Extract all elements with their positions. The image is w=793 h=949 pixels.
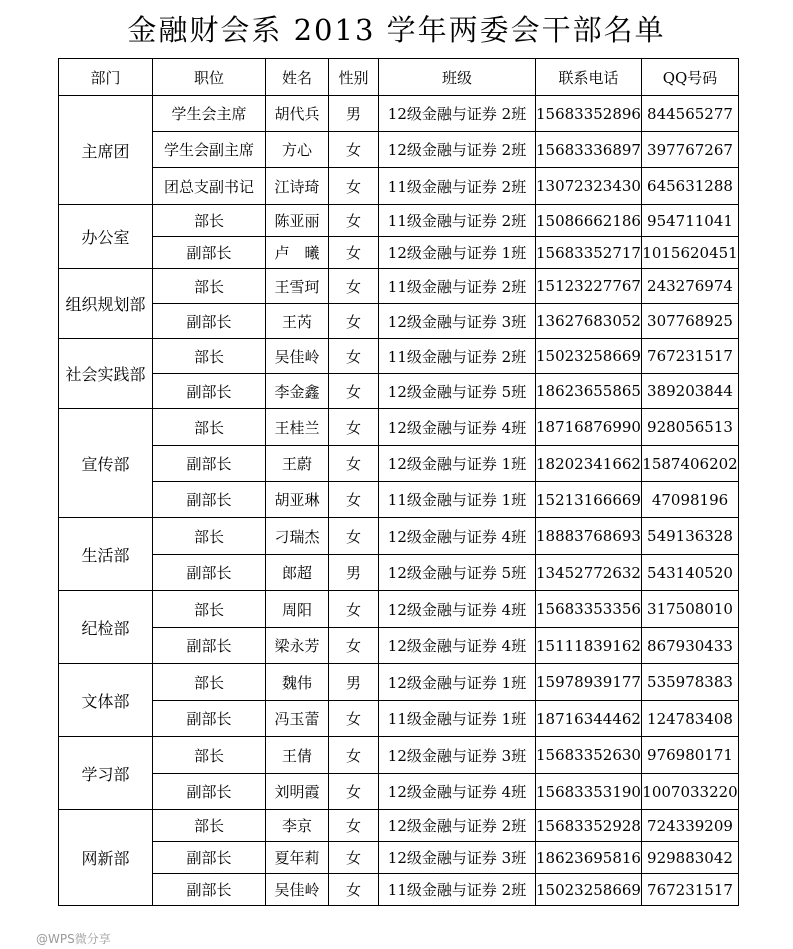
class-cell: 11级金融与证券 2班 [379, 205, 536, 237]
name-cell: 李金鑫 [266, 374, 329, 409]
phone-cell: 18623695816 [536, 842, 642, 874]
phone-cell: 15683352717 [536, 237, 642, 269]
qq-cell: 1587406202 [642, 446, 739, 482]
phone-cell: 15683353356 [536, 591, 642, 628]
name-cell: 郎超 [266, 555, 329, 591]
name-cell: 周阳 [266, 591, 329, 628]
class-cell: 12级金融与证券 3班 [379, 737, 536, 774]
phone-cell: 13072323430 [536, 168, 642, 205]
table-row [59, 96, 739, 132]
gender-cell: 女 [329, 591, 379, 628]
name-cell: 王蔚 [266, 446, 329, 482]
position-cell: 部长 [153, 591, 266, 628]
table-row [59, 205, 739, 237]
phone-cell: 15683353190 [536, 774, 642, 810]
phone-cell: 13627683052 [536, 304, 642, 339]
position-cell: 副部长 [153, 874, 266, 906]
name-cell: 江诗琦 [266, 168, 329, 205]
qq-cell: 645631288 [642, 168, 739, 205]
column-header: 联系电话 [536, 59, 642, 96]
position-cell: 部长 [153, 205, 266, 237]
column-header: 姓名 [266, 59, 329, 96]
phone-cell: 15213166669 [536, 482, 642, 518]
column-header: QQ号码 [642, 59, 739, 96]
phone-cell: 18623655865 [536, 374, 642, 409]
table-row [59, 446, 739, 482]
qq-cell: 767231517 [642, 874, 739, 906]
qq-cell: 724339209 [642, 810, 739, 842]
phone-cell: 15978939177 [536, 664, 642, 701]
table-row [59, 269, 739, 304]
name-cell: 方心 [266, 132, 329, 168]
class-cell: 11级金融与证券 1班 [379, 482, 536, 518]
position-cell: 部长 [153, 269, 266, 304]
name-cell: 王桂兰 [266, 409, 329, 446]
qq-cell: 307768925 [642, 304, 739, 339]
class-cell: 12级金融与证券 4班 [379, 774, 536, 810]
phone-cell: 15023258669 [536, 874, 642, 906]
class-cell: 12级金融与证券 2班 [379, 96, 536, 132]
class-cell: 12级金融与证券 4班 [379, 518, 536, 555]
name-cell: 吴佳岭 [266, 339, 329, 374]
qq-cell: 317508010 [642, 591, 739, 628]
position-cell: 副部长 [153, 774, 266, 810]
qq-cell: 929883042 [642, 842, 739, 874]
phone-cell: 15023258669 [536, 339, 642, 374]
class-cell: 12级金融与证券 1班 [379, 664, 536, 701]
gender-cell: 女 [329, 446, 379, 482]
position-cell: 部长 [153, 737, 266, 774]
gender-cell: 男 [329, 664, 379, 701]
phone-cell: 18202341662 [536, 446, 642, 482]
qq-cell: 976980171 [642, 737, 739, 774]
name-cell: 陈亚丽 [266, 205, 329, 237]
position-cell: 副部长 [153, 628, 266, 664]
table-row [59, 701, 739, 737]
table-row [59, 774, 739, 810]
table-row [59, 737, 739, 774]
class-cell: 11级金融与证券 2班 [379, 269, 536, 304]
qq-cell: 543140520 [642, 555, 739, 591]
gender-cell: 女 [329, 132, 379, 168]
class-cell: 12级金融与证券 5班 [379, 555, 536, 591]
gender-cell: 女 [329, 774, 379, 810]
name-cell: 梁永芳 [266, 628, 329, 664]
gender-cell: 女 [329, 810, 379, 842]
qq-cell: 397767267 [642, 132, 739, 168]
table-row [59, 518, 739, 555]
position-cell: 部长 [153, 518, 266, 555]
gender-cell: 女 [329, 237, 379, 269]
name-cell: 刘明霞 [266, 774, 329, 810]
department-cell: 宣传部 [59, 409, 153, 518]
name-cell: 李京 [266, 810, 329, 842]
phone-cell: 15086662186 [536, 205, 642, 237]
qq-cell: 389203844 [642, 374, 739, 409]
gender-cell: 女 [329, 409, 379, 446]
table-row [59, 374, 739, 409]
qq-cell: 243276974 [642, 269, 739, 304]
name-cell: 冯玉蕾 [266, 701, 329, 737]
gender-cell: 女 [329, 874, 379, 906]
department-cell: 学习部 [59, 737, 153, 810]
class-cell: 11级金融与证券 2班 [379, 874, 536, 906]
phone-cell: 13452772632 [536, 555, 642, 591]
column-header: 性别 [329, 59, 379, 96]
position-cell: 部长 [153, 664, 266, 701]
class-cell: 11级金融与证券 2班 [379, 168, 536, 205]
position-cell: 部长 [153, 409, 266, 446]
gender-cell: 女 [329, 205, 379, 237]
table-row [59, 591, 739, 628]
class-cell: 12级金融与证券 1班 [379, 446, 536, 482]
qq-cell: 867930433 [642, 628, 739, 664]
department-cell: 纪检部 [59, 591, 153, 664]
position-cell: 副部长 [153, 842, 266, 874]
table-row [59, 304, 739, 339]
name-cell: 胡亚琳 [266, 482, 329, 518]
phone-cell: 18716344462 [536, 701, 642, 737]
class-cell: 12级金融与证券 3班 [379, 304, 536, 339]
name-cell: 卢 曦 [266, 237, 329, 269]
gender-cell: 女 [329, 304, 379, 339]
department-cell: 网新部 [59, 810, 153, 906]
phone-cell: 15123227767 [536, 269, 642, 304]
gender-cell: 女 [329, 701, 379, 737]
qq-cell: 954711041 [642, 205, 739, 237]
qq-cell: 1015620451 [642, 237, 739, 269]
department-cell: 主席团 [59, 96, 153, 205]
table-row [59, 874, 739, 906]
qq-cell: 535978383 [642, 664, 739, 701]
department-cell: 文体部 [59, 664, 153, 737]
gender-cell: 男 [329, 96, 379, 132]
column-header: 部门 [59, 59, 153, 96]
class-cell: 12级金融与证券 4班 [379, 591, 536, 628]
class-cell: 11级金融与证券 1班 [379, 701, 536, 737]
table-row [59, 842, 739, 874]
name-cell: 王芮 [266, 304, 329, 339]
position-cell: 副部长 [153, 237, 266, 269]
position-cell: 副部长 [153, 446, 266, 482]
qq-cell: 928056513 [642, 409, 739, 446]
column-header: 职位 [153, 59, 266, 96]
table-row [59, 168, 739, 205]
name-cell: 胡代兵 [266, 96, 329, 132]
position-cell: 学生会主席 [153, 96, 266, 132]
position-cell: 学生会副主席 [153, 132, 266, 168]
phone-cell: 15683352630 [536, 737, 642, 774]
column-header: 班级 [379, 59, 536, 96]
gender-cell: 女 [329, 482, 379, 518]
position-cell: 部长 [153, 810, 266, 842]
table-row [59, 810, 739, 842]
class-cell: 12级金融与证券 2班 [379, 810, 536, 842]
position-cell: 部长 [153, 339, 266, 374]
name-cell: 王雪珂 [266, 269, 329, 304]
cadre-roster-table [58, 58, 739, 906]
department-cell: 生活部 [59, 518, 153, 591]
department-cell: 组织规划部 [59, 269, 153, 339]
class-cell: 12级金融与证券 5班 [379, 374, 536, 409]
phone-cell: 15683352896 [536, 96, 642, 132]
gender-cell: 女 [329, 842, 379, 874]
phone-cell: 18883768693 [536, 518, 642, 555]
qq-cell: 124783408 [642, 701, 739, 737]
gender-cell: 男 [329, 555, 379, 591]
gender-cell: 女 [329, 168, 379, 205]
qq-cell: 767231517 [642, 339, 739, 374]
qq-cell: 549136328 [642, 518, 739, 555]
page-title: 金融财会系 2013 学年两委会干部名单 [127, 13, 666, 47]
table-row [59, 237, 739, 269]
position-cell: 副部长 [153, 304, 266, 339]
table-row [59, 482, 739, 518]
table-row [59, 628, 739, 664]
phone-cell: 18716876990 [536, 409, 642, 446]
class-cell: 12级金融与证券 3班 [379, 842, 536, 874]
department-cell: 办公室 [59, 205, 153, 269]
class-cell: 12级金融与证券 4班 [379, 628, 536, 664]
class-cell: 12级金融与证券 1班 [379, 237, 536, 269]
phone-cell: 15683336897 [536, 132, 642, 168]
position-cell: 副部长 [153, 482, 266, 518]
name-cell: 吴佳岭 [266, 874, 329, 906]
table-row [59, 132, 739, 168]
wps-watermark: @WPS微分享 [36, 932, 111, 946]
gender-cell: 女 [329, 628, 379, 664]
name-cell: 王倩 [266, 737, 329, 774]
name-cell: 魏伟 [266, 664, 329, 701]
qq-cell: 1007033220 [642, 774, 739, 810]
table-row [59, 555, 739, 591]
gender-cell: 女 [329, 339, 379, 374]
class-cell: 11级金融与证券 2班 [379, 339, 536, 374]
roster-body [59, 96, 739, 906]
table-row [59, 339, 739, 374]
class-cell: 12级金融与证券 2班 [379, 132, 536, 168]
position-cell: 团总支副书记 [153, 168, 266, 205]
header-row [59, 59, 739, 96]
position-cell: 副部长 [153, 555, 266, 591]
phone-cell: 15683352928 [536, 810, 642, 842]
gender-cell: 女 [329, 374, 379, 409]
name-cell: 刁瑞杰 [266, 518, 329, 555]
gender-cell: 女 [329, 518, 379, 555]
gender-cell: 女 [329, 737, 379, 774]
class-cell: 12级金融与证券 4班 [379, 409, 536, 446]
table-row [59, 664, 739, 701]
table-row [59, 409, 739, 446]
qq-cell: 47098196 [642, 482, 739, 518]
department-cell: 社会实践部 [59, 339, 153, 409]
phone-cell: 15111839162 [536, 628, 642, 664]
qq-cell: 844565277 [642, 96, 739, 132]
name-cell: 夏年莉 [266, 842, 329, 874]
gender-cell: 女 [329, 269, 379, 304]
position-cell: 副部长 [153, 374, 266, 409]
position-cell: 副部长 [153, 701, 266, 737]
